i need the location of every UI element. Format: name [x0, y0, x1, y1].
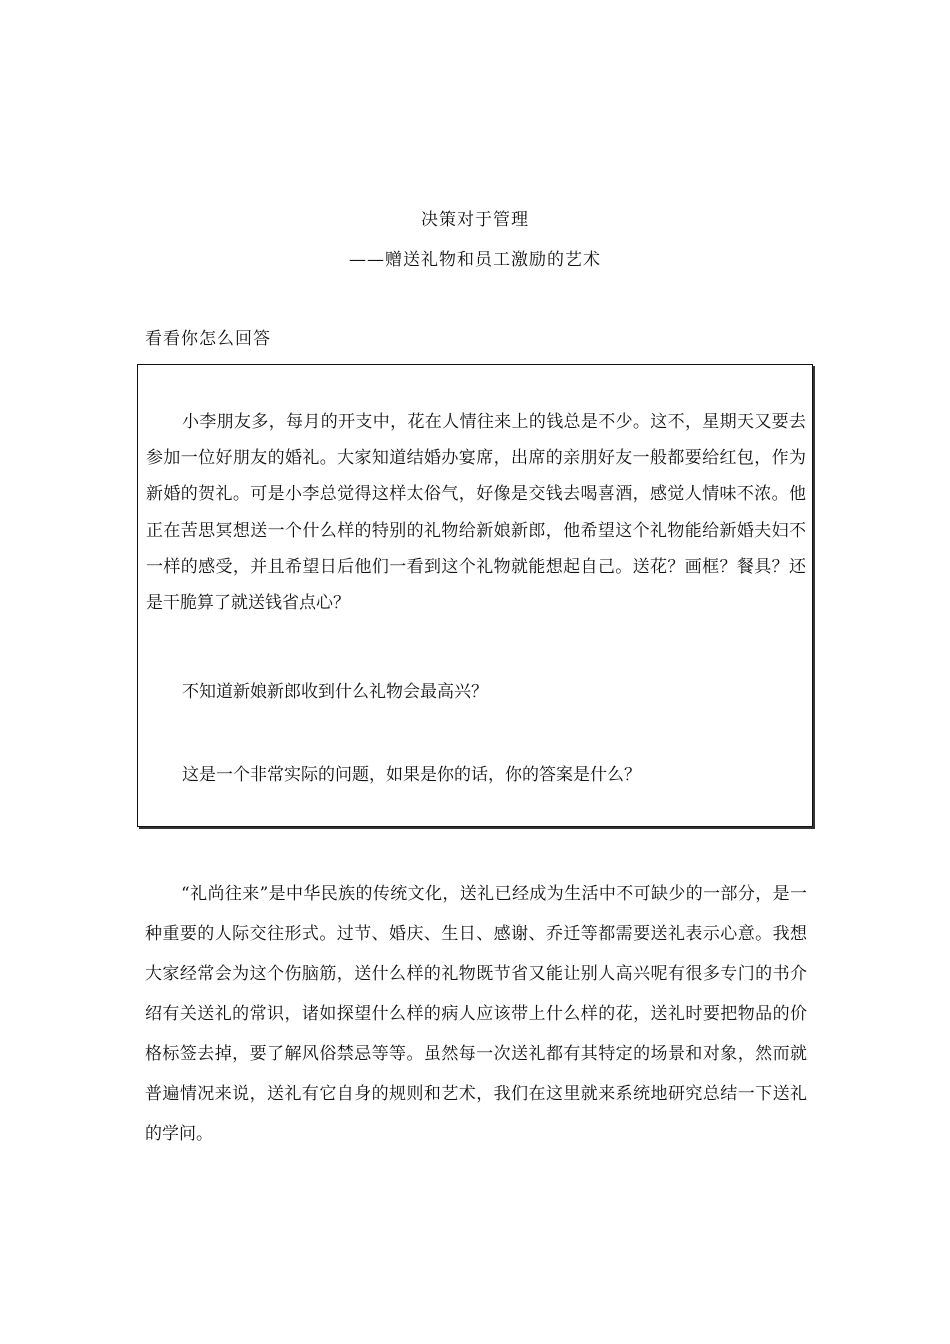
- document-title: 决策对于管理: [421, 210, 529, 230]
- body-paragraph: “礼尚往来”是中华民族的传统文化，送礼已经成为生活中不可缺少的一部分，是一种重要的人际交往形式。过节、婚庆、生日、感谢、乔迁等都需要送礼表示心意。我想大家经常会为这个伤脑筋，送什么样的礼物既节省又能让别人高兴呢有很多专门的书介绍有关送礼的常识，诸如探望什么样的病人应该带上什么样的花，送礼时要把物品的价格标签去掉，要了解风俗禁忌等等。虽然每一次送礼都有其特定的场景和对象，然而就普遍情况来说，送礼有它自身的规则和艺术，我们在这里就来系统地研究总结一下送礼的学问。: [145, 884, 807, 1144]
- case-paragraph-ask: 这是一个非常实际的问题，如果是你的话，你的答案是什么？: [182, 765, 641, 785]
- case-paragraph-story: 小李朋友多，每月的开支中，花在人情往来上的钱总是不少。这不，星期天又要去参加一位好朋友的婚礼。大家知道结婚办宴席，出席的亲朋好友一般都要给红包，作为新婚的贺礼。可是小李总觉得这样太俗气，好像是交钱去喝喜酒，感觉人情味不浓。他正在苦思冥想送一个什么样的特别的礼物给新娘新郎，他希望这个礼物能给新婚夫妇不一样的感受，并且希望日后他们一看到这个礼物就能想起自己。送花？画框？餐具？还是干脆算了就送钱省点心？: [146, 412, 806, 614]
- case-paragraph-question: 不知道新娘新郎收到什么礼物会最高兴？: [182, 682, 488, 702]
- section-prompt: 看看你怎么回答: [145, 329, 271, 349]
- case-box: [137, 364, 813, 827]
- document-subtitle: ——赠送礼物和员工激励的艺术: [349, 250, 601, 270]
